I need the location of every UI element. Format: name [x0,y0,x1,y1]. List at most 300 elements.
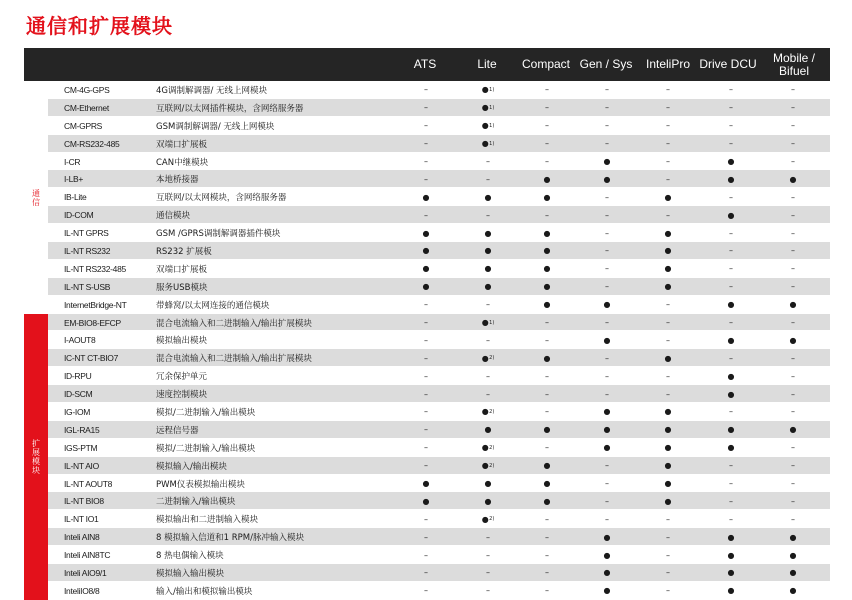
availability-mark: – [791,85,795,95]
availability-mark: – [424,550,428,560]
availability-mark: ● [422,496,430,506]
table-row [48,421,830,439]
availability-mark: – [666,335,670,345]
availability-mark: – [791,228,795,238]
module-description: 混合电流输入和二进制输入/输出扩展模块 [156,318,312,329]
table-row [48,170,830,188]
availability-mark: – [545,335,549,345]
availability-mark: – [605,479,609,489]
availability-mark: – [605,371,609,381]
availability-mark: ● 2) [481,461,495,471]
availability-mark: ● 2) [481,353,495,363]
availability-mark: – [791,246,795,256]
table-row [48,117,830,135]
availability-mark: ● [543,496,551,506]
availability-mark: – [545,586,549,596]
module-name: IL-NT GPRS [64,228,109,239]
module-description: 4G调制解调器/ 无线上网模块 [156,85,268,96]
availability-mark: – [791,443,795,453]
module-description: 带蜂窝/以太网连接的通信模块 [156,300,270,311]
table-row [48,528,830,546]
availability-mark: ● [543,192,551,202]
availability-mark: ● [603,568,611,578]
availability-mark: ● [789,300,797,310]
availability-mark: ● [422,282,430,292]
availability-mark: – [605,264,609,274]
module-description: 8 热电偶输入模块 [156,551,224,562]
module-name: ID-SCM [64,389,93,400]
availability-mark: – [424,389,428,399]
availability-mark: ● [543,479,551,489]
availability-mark: – [424,85,428,95]
availability-mark: – [545,210,549,220]
availability-mark: – [729,192,733,202]
availability-mark: ● [603,586,611,596]
availability-mark: – [791,496,795,506]
availability-mark: – [605,85,609,95]
availability-mark: ● [664,496,672,506]
availability-mark: ● [727,443,735,453]
availability-mark: – [666,568,670,578]
table-row [48,385,830,403]
availability-mark: ● [664,228,672,238]
availability-mark: – [666,586,670,596]
table-row [48,314,830,332]
module-description: 互联网/以太网模块，含网络服务器 [156,193,287,204]
availability-mark: – [666,371,670,381]
availability-mark: – [486,550,490,560]
page-title: 通信和扩展模块 [26,14,173,38]
availability-mark: ● [664,192,672,202]
availability-mark: – [424,103,428,113]
module-name: I-CR [64,156,81,167]
module-description: 通信模块 [156,211,191,222]
availability-mark: ● [727,300,735,310]
module-name: IL-NT S-USB [64,281,111,292]
availability-mark: – [666,318,670,328]
availability-mark: ● [603,550,611,560]
availability-mark: – [486,389,490,399]
module-name: Inteli AIN8 [64,532,100,543]
availability-mark: ● [789,425,797,435]
availability-mark: ● [664,425,672,435]
availability-mark: ● [727,157,735,166]
module-description: 模拟输入输出模块 [156,568,225,579]
availability-mark: ● [603,174,611,184]
availability-mark: – [424,586,428,596]
availability-mark: – [545,532,549,542]
table-row [48,296,830,314]
availability-mark: – [605,496,609,506]
availability-mark: – [545,568,549,578]
availability-mark: ● [422,479,430,489]
module-description: 双端口扩展板 [156,139,208,150]
availability-mark: – [729,139,733,149]
availability-mark: ● [484,282,492,292]
availability-mark: – [486,335,490,345]
availability-mark: ● [664,461,672,471]
availability-mark: – [424,443,428,453]
module-description: 模拟输出模块 [156,336,208,347]
availability-mark: ● [727,174,735,184]
availability-mark: – [545,389,549,399]
availability-mark: – [666,550,670,560]
availability-mark: – [605,353,609,363]
availability-mark: ● [484,425,492,435]
availability-mark: – [666,389,670,399]
availability-mark: – [545,371,549,381]
availability-mark: ● 1) [481,121,495,131]
availability-mark: – [605,461,609,471]
availability-mark: – [605,121,609,131]
module-description: 双端口扩展板 [156,264,208,275]
availability-mark: – [424,514,428,524]
availability-mark: ● [727,371,735,381]
module-name: ID-RPU [64,371,92,382]
module-description: CAN中继模块 [156,157,209,168]
module-name: Inteli AIN8TC [64,550,111,561]
availability-mark: – [486,532,490,542]
module-name: Inteli AIO9/1 [64,567,107,578]
availability-mark: ● [603,532,611,542]
availability-mark: ● [422,228,430,238]
availability-mark: – [666,103,670,113]
section-band-communication [24,81,48,314]
availability-mark: – [791,264,795,274]
module-name: InteliIO8/8 [64,585,100,596]
module-description: 互联网/以太网插件模块，含网络服务器 [156,103,304,114]
availability-mark: ● 1) [481,103,495,113]
availability-mark: – [729,496,733,506]
module-description: 模拟/二进制输入/输出模块 [156,443,256,454]
availability-mark: ● 2) [481,443,495,453]
availability-mark: – [486,210,490,220]
availability-mark: – [424,139,428,149]
availability-mark: ● [603,157,611,166]
availability-mark: – [424,210,428,220]
availability-mark: ● [543,228,551,238]
table-row [48,439,830,457]
availability-mark: – [545,550,549,560]
availability-mark: – [545,514,549,524]
availability-mark: ● [727,389,735,399]
availability-mark: ● [484,264,492,274]
availability-mark: – [605,318,609,328]
table-row [48,260,830,278]
availability-mark: ● [727,550,735,560]
availability-mark: – [605,246,609,256]
availability-mark: – [791,210,795,220]
availability-mark: ● [543,174,551,184]
availability-mark: – [791,121,795,131]
module-name: CM-4G-GPS [64,84,110,95]
module-description: GSM调制解调器/ 无线上网模块 [156,121,275,132]
module-name: IGL-RA15 [64,424,100,435]
availability-mark: – [791,353,795,363]
availability-mark: ● [422,192,430,202]
availability-mark: ● 1) [481,318,495,328]
availability-mark: ● [664,264,672,274]
module-name: IL-NT IO1 [64,514,99,525]
availability-mark: – [666,210,670,220]
availability-mark: ● [664,353,672,363]
availability-mark: ● [727,210,735,220]
module-description: 8 模拟输入信道和1 RPM/脉冲输入模块 [156,533,304,544]
availability-mark: – [545,443,549,453]
availability-mark: – [545,407,549,417]
table-row [48,475,830,493]
module-name: IL-NT RS232-485 [64,263,126,274]
table-row [48,492,830,510]
module-description: 速度控制模块 [156,390,208,401]
availability-mark: – [605,192,609,202]
availability-mark: – [729,407,733,417]
availability-mark: ● [543,425,551,435]
availability-mark: – [424,353,428,363]
table-row [48,278,830,296]
section-label-expansion: 扩展模块 [31,439,41,475]
table-row [48,510,830,528]
section-label-communication: 通信 [31,188,41,207]
availability-mark: – [424,157,428,166]
availability-mark: – [791,282,795,292]
availability-mark: ● [543,264,551,274]
table-row [48,81,830,99]
availability-mark: – [666,300,670,310]
availability-mark: ● [664,407,672,417]
table-row [48,582,830,600]
module-name: IG-IOM [64,406,91,417]
availability-mark: ● [543,300,551,310]
availability-mark: – [605,139,609,149]
availability-mark: ● [484,496,492,506]
module-name: I-AOUT8 [64,335,96,346]
availability-mark: – [791,479,795,489]
availability-mark: – [729,103,733,113]
table-row [48,457,830,475]
availability-mark: – [791,514,795,524]
availability-mark: ● [664,443,672,453]
availability-mark: – [605,103,609,113]
column-header-drive-dcu: Drive DCU [699,57,757,71]
availability-mark: ● 2) [481,514,495,524]
availability-mark: ● 1) [481,85,495,95]
table-row [48,153,830,171]
availability-mark: ● [664,246,672,256]
availability-mark: – [729,479,733,489]
availability-mark: – [486,157,490,166]
availability-mark: – [424,568,428,578]
availability-mark: – [545,157,549,166]
availability-mark: – [666,174,670,184]
module-name: IC-NT CT-BIO7 [64,353,119,364]
table-row [48,242,830,260]
availability-mark: – [486,586,490,596]
availability-mark: ● [484,246,492,256]
availability-mark: – [486,174,490,184]
table-row [48,349,830,367]
availability-mark: ● [789,586,797,596]
module-description: 模拟输出和二进制输入模块 [156,515,259,526]
availability-mark: ● [789,550,797,560]
availability-mark: – [729,282,733,292]
module-name: ID-COM [64,210,94,221]
module-name: CM-RS232-485 [64,138,120,149]
availability-mark: – [666,139,670,149]
availability-mark: – [729,121,733,131]
availability-mark: – [729,461,733,471]
availability-mark: ● [789,335,797,345]
module-name: IL-NT AOUT8 [64,478,113,489]
availability-mark: – [545,85,549,95]
column-header-lite: Lite [477,57,497,71]
availability-mark: ● [543,461,551,471]
column-header-ats: ATS [413,57,437,71]
availability-mark: ● [789,568,797,578]
module-description: 本地桥接器 [156,175,199,186]
availability-mark: ● [789,174,797,184]
availability-mark: ● [664,282,672,292]
table-row [48,188,830,206]
availability-mark: – [666,532,670,542]
table-header [24,48,830,81]
availability-mark: ● [543,353,551,363]
availability-mark: – [424,335,428,345]
availability-mark: ● [484,228,492,238]
module-description: 输入/输出和模拟输出模块 [156,586,253,597]
table-row [48,546,830,564]
availability-mark: – [605,228,609,238]
availability-mark: – [666,85,670,95]
module-table-body [48,81,830,600]
availability-mark: ● [422,264,430,274]
availability-mark: – [486,300,490,310]
availability-mark: – [729,353,733,363]
module-description: 冗余保护单元 [156,372,208,383]
availability-mark: – [791,139,795,149]
module-description: 服务USB模块 [156,282,208,293]
availability-mark: – [791,157,795,166]
availability-mark: – [791,371,795,381]
availability-mark: – [729,246,733,256]
module-name: IL-NT BIO8 [64,496,104,507]
availability-mark: – [729,318,733,328]
availability-mark: ● 1) [481,139,495,149]
availability-mark: – [424,300,428,310]
availability-mark: – [545,139,549,149]
module-name: IL-NT RS232 [64,245,111,256]
module-name: CM-Ethernet [64,102,109,113]
module-description: GSM /GPRS调制解调器插件模块 [156,229,281,240]
availability-mark: ● [603,300,611,310]
availability-mark: ● [727,586,735,596]
availability-mark: – [605,389,609,399]
availability-mark: ● [664,479,672,489]
availability-mark: – [791,389,795,399]
availability-mark: ● [543,282,551,292]
availability-mark: ● [543,246,551,256]
availability-mark: – [729,264,733,274]
module-description: PWM仪表模拟输出模块 [156,479,245,490]
availability-mark: ● [603,335,611,345]
table-row [48,206,830,224]
availability-mark: ● 2) [481,407,495,417]
module-description: 混合电流输入和二进制输入/输出扩展模块 [156,354,312,365]
table-row [48,564,830,582]
availability-mark: – [791,192,795,202]
availability-mark: ● [484,192,492,202]
availability-mark: – [605,210,609,220]
availability-mark: – [791,461,795,471]
availability-mark: – [486,568,490,578]
availability-mark: – [424,371,428,381]
availability-mark: – [424,318,428,328]
availability-mark: ● [789,532,797,542]
availability-mark: – [605,514,609,524]
availability-mark: – [424,425,428,435]
column-header-gen-sys: Gen / Sys [579,57,633,71]
availability-mark: ● [603,425,611,435]
column-header-compact: Compact [521,57,571,71]
availability-mark: – [424,174,428,184]
table-row [48,403,830,421]
availability-mark: – [666,514,670,524]
module-description: 模拟输入/输出模块 [156,461,227,472]
availability-mark: ● [603,443,611,453]
availability-mark: – [729,85,733,95]
table-row [48,367,830,385]
module-description: 模拟/二进制输入/输出模块 [156,407,256,418]
table-row [48,331,830,349]
module-name: IGS-PTM [64,442,98,453]
availability-mark: – [424,532,428,542]
module-name: InternetBridge-NT [64,299,127,310]
availability-mark: – [666,157,670,166]
availability-mark: – [729,514,733,524]
module-name: EM-BIO8-EFCP [64,317,121,328]
table-row [48,135,830,153]
availability-mark: – [545,121,549,131]
availability-mark: – [545,103,549,113]
module-description: RS232 扩展板 [156,246,212,257]
availability-mark: ● [727,425,735,435]
availability-mark: – [424,407,428,417]
availability-mark: – [424,461,428,471]
column-header-intelipro: InteliPro [645,57,691,71]
table-row [48,224,830,242]
availability-mark: ● [422,246,430,256]
module-name: IL-NT AIO [64,460,99,471]
availability-mark: – [486,371,490,381]
module-description: 二进制输入/输出模块 [156,497,236,508]
availability-mark: ● [727,335,735,345]
availability-mark: ● [727,568,735,578]
availability-mark: – [791,103,795,113]
column-header-mobile-bifuel: Mobile / Bifuel [772,50,816,78]
availability-mark: – [791,318,795,328]
availability-mark: – [605,282,609,292]
module-name: IB-Lite [64,192,87,203]
module-name: I-LB+ [64,174,84,185]
availability-mark: – [424,121,428,131]
availability-mark: ● [727,532,735,542]
table-row [48,99,830,117]
availability-mark: – [545,318,549,328]
availability-mark: ● [603,407,611,417]
availability-mark: – [791,407,795,417]
module-name: CM-GPRS [64,120,103,131]
module-description: 远程信号器 [156,425,199,436]
